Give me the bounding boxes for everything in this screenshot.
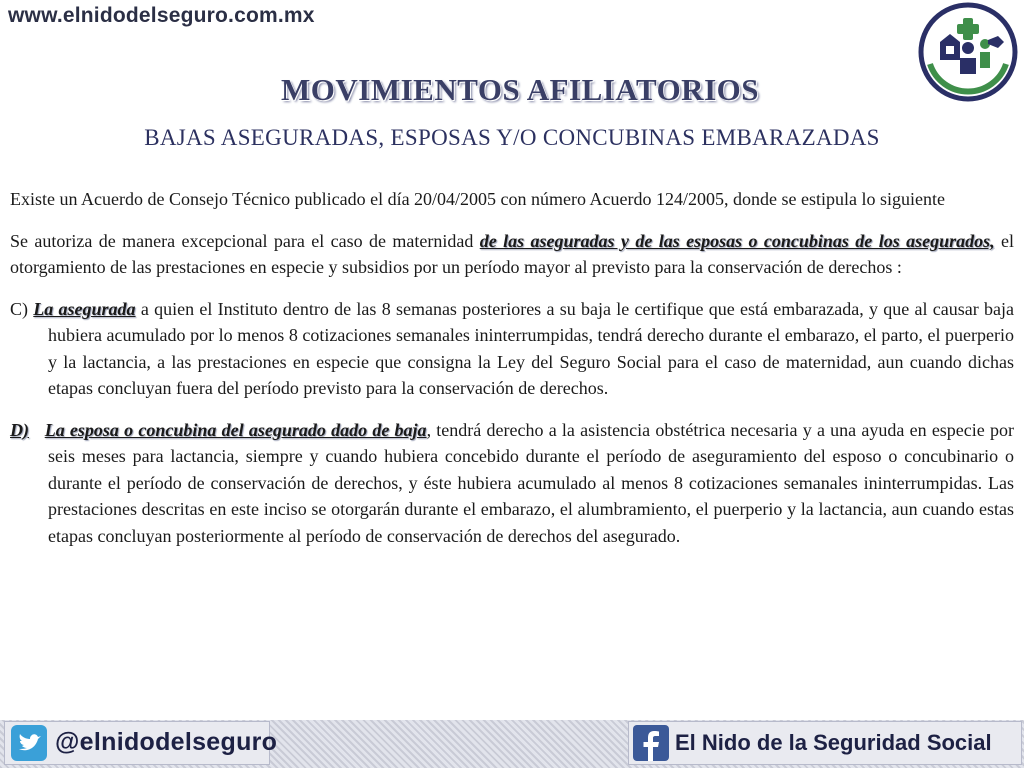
document-body bbox=[10, 186, 1014, 564]
page-subtitle: BAJAS ASEGURADAS, ESPOSAS Y/O CONCUBINAS EMBARAZADAS bbox=[144, 125, 880, 150]
authorization-highlight: de las aseguradas y de las esposas o concubinas de los asegurados, bbox=[479, 230, 995, 251]
facebook-icon bbox=[633, 725, 669, 761]
item-d-label: D) bbox=[10, 419, 29, 440]
item-c-highlight: La asegurada bbox=[33, 298, 136, 319]
item-c bbox=[10, 296, 1014, 402]
item-d bbox=[10, 417, 1014, 550]
authorization-paragraph bbox=[10, 228, 1014, 281]
item-c-label: C) bbox=[10, 298, 34, 319]
intro-paragraph: Existe un Acuerdo de Consejo Técnico publicado el día 20/04/2005 con número Acuerdo 124/2005, donde se estipula lo siguiente bbox=[10, 189, 945, 209]
item-d-text: , tendrá derecho a la asistencia obstétrica necesaria y a una ayuda en especie por seis meses para lactancia, siempre y cuando hubiera concebido durante el período de aseguramiento del esposo o concubinario o durante el período de conservación de derechos, y éste hubiera acumulado al menos 8 cotizaciones semanales ininterrumpidas. Las prestaciones descritas en este inciso se otorgarán durante el embarazo, el alumbramiento, el puerperio y la lactancia, aun cuando estas etapas concluyan posteriormente al período de conservación de derechos del asegurado. bbox=[48, 419, 1015, 546]
twitter-link[interactable] bbox=[4, 721, 278, 765]
site-url[interactable]: www.elnidodelseguro.com.mx bbox=[8, 4, 315, 27]
twitter-handle[interactable]: @elnidodelseguro bbox=[55, 728, 278, 756]
footer bbox=[0, 720, 1024, 768]
item-c-text: a quien el Instituto dentro de las 8 semanas posteriores a su baja le certifique que está embarazada, y que al causar baja hubiera acumulado por lo menos 8 cotizaciones semanales ininterrumpidas, tendrá derecho durante el embarazo, el parto, el puerperio y la lactancia, a las prestaciones en especie que consigna la Ley del Seguro Social para el caso de maternidad, aun cuando dichas etapas concluyan fuera del período previsto para la conservación de derechos. bbox=[48, 298, 1014, 398]
page-title: MOVIMIENTOS AFILIATORIOS bbox=[281, 72, 759, 107]
item-d-highlight: La esposa o concubina del asegurado dado de baja bbox=[44, 419, 427, 440]
authorization-text-end: el otorgamiento de las prestaciones en especie y subsidios por un período mayor al previsto para la conservación de derechos : bbox=[10, 230, 1015, 277]
facebook-link[interactable] bbox=[628, 721, 1022, 765]
twitter-icon bbox=[11, 725, 47, 761]
facebook-page-name[interactable]: El Nido de la Seguridad Social bbox=[675, 730, 992, 755]
authorization-text-start: Se autoriza de manera excepcional para el caso de maternidad bbox=[10, 230, 480, 251]
